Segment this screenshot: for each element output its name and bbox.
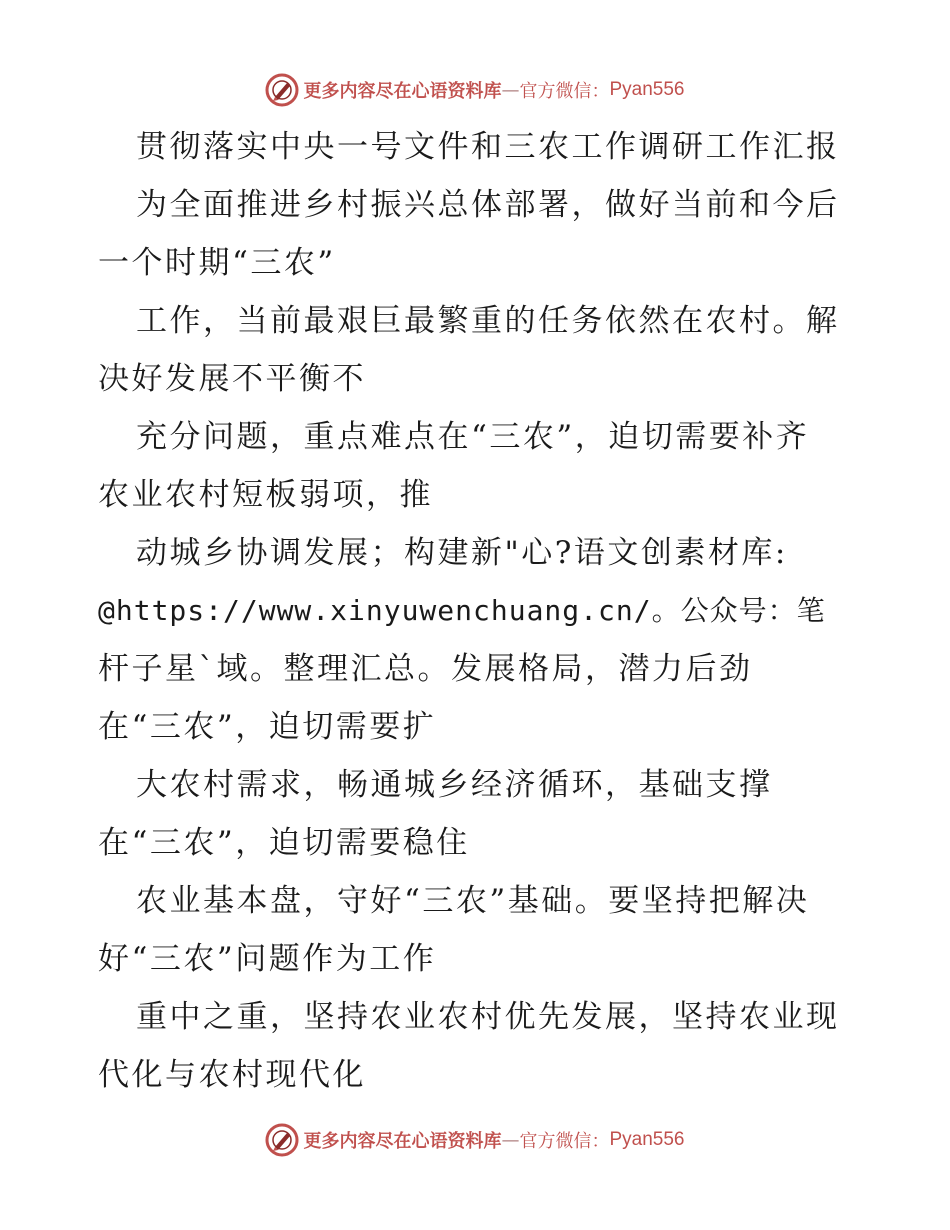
footer-banner [0,1120,950,1160]
paragraph-line: 为全面推进乡村振兴总体部署，做好当前和今后 [136,187,840,223]
banner-wechat-label: 官方微信： [519,1131,610,1152]
paragraph-line: 决好发展不平衡不 [98,361,366,397]
paragraph-line: 农业基本盘，守好“三农”基础。要坚持把解决 [136,883,810,919]
banner-wechat-id: Pyan556 [609,79,685,100]
paragraph-line: 一个时期“三农” [98,245,336,281]
paragraph-line: 大农村需求，畅通城乡经济循环，基础支撑 [136,767,773,803]
paragraph-line: 农业农村短板弱项，推 [98,477,433,513]
banner-wechat-label: 官方微信： [519,81,610,102]
banner-wechat-id: Pyan556 [609,1129,685,1150]
banner-dash: — [501,1129,520,1151]
paragraph-line: 在“三农”，迫切需要扩 [98,709,437,745]
paragraph-line: 动城乡协调发展；构建新"心?语文创素材库: [136,535,788,571]
paragraph-line-url: @https://www.xinyuwenchuang.cn/。公众号：笔 [98,594,826,627]
document-body [98,118,858,1104]
paragraph-line: 代化与农村现代化 [98,1057,366,1093]
document-title: 贯彻落实中央一号文件和三农工作调研工作汇报 [136,129,840,165]
pen-nib-logo-icon [265,73,299,107]
paragraph-line: 在“三农”，迫切需要稳住 [98,825,470,861]
pen-nib-logo-icon [265,1123,299,1157]
banner-title: 更多内容尽在心语资料库 [303,1131,502,1152]
paragraph-line: 工作，当前最艰巨最繁重的任务依然在农村。解 [136,303,840,339]
paragraph-line: 重中之重，坚持农业农村优先发展，坚持农业现 [136,999,840,1035]
header-banner [0,70,950,110]
banner-title: 更多内容尽在心语资料库 [303,81,502,102]
paragraph-line: 充分问题，重点难点在“三农”，迫切需要补齐 [136,419,810,455]
paragraph-line: 杆子星`域。整理汇总。发展格局，潜力后劲 [98,651,753,687]
banner-dash: — [501,79,520,101]
paragraph-line: 好“三农”问题作为工作 [98,941,437,977]
